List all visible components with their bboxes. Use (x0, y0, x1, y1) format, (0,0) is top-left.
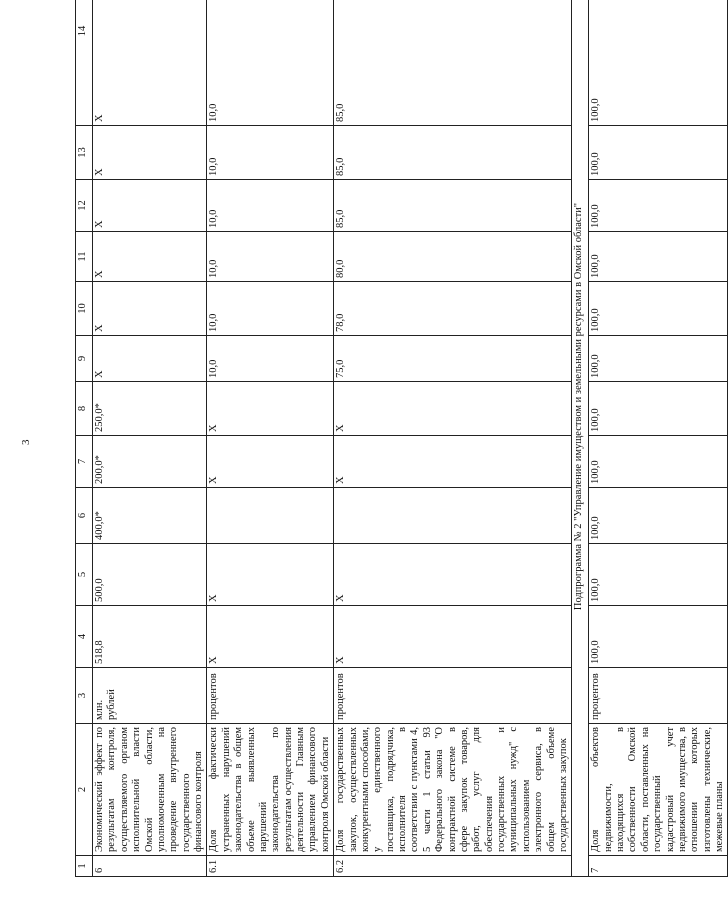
col-header: 4 (76, 606, 93, 668)
value-cell: X (93, 126, 207, 180)
value-cell: X (207, 544, 334, 606)
value-cell: 100,0 (589, 232, 728, 282)
row-number: 6.2 (334, 856, 572, 877)
col-header: 10 (76, 282, 93, 336)
col-header: 7 (76, 436, 93, 488)
value-cell: 80,0 (334, 232, 572, 282)
value-cell: X (93, 180, 207, 232)
rotated-table-container (75, 25, 725, 877)
value-cell: X (334, 436, 572, 488)
subprogram-title: Подпрограмма № 2 "Управление имуществом и земельными ресурсами в Омской области" (572, 0, 589, 877)
value-cell (207, 488, 334, 544)
value-cell: 100,0 (589, 126, 728, 180)
value-cell: X (334, 544, 572, 606)
value-cell: 100,0 (589, 0, 728, 126)
value-cell: 500,0 (93, 544, 207, 606)
value-cell: X (334, 382, 572, 436)
col-header: 12 (76, 180, 93, 232)
column-number-row (76, 0, 93, 877)
col-header: 13 (76, 126, 93, 180)
indicator-name: Доля государственных закупок, осуществленных конкурентными способами, у единственного поставщика, подрядчика, исполнителя в соответствии с пунктами 4, 5 части 1 статьи 93 Федерального закона "О контрактной системе в сфере закупок товаров, работ, услуг для обеспечения государственных и муниципальных нужд" с использованием электронного сервиса, в общем объеме государственных закупок (334, 724, 572, 856)
value-cell: 200,0* (93, 436, 207, 488)
value-cell: 75,0 (334, 336, 572, 382)
value-cell: X (207, 436, 334, 488)
value-cell: 10,0 (207, 282, 334, 336)
value-cell: 250,0* (93, 382, 207, 436)
value-cell: 100,0 (589, 282, 728, 336)
indicator-name: Доля объектов недвижимости, находящихся в собственности Омской области, поставленных на государственный кадастровый учет недвижимого имущества, в отношении которых изготовлены технические, межевые планы (589, 724, 728, 856)
value-cell: 10,0 (207, 126, 334, 180)
col-header: 14 (76, 0, 93, 126)
table-row (334, 0, 572, 877)
value-cell: X (93, 232, 207, 282)
col-header: 6 (76, 488, 93, 544)
value-cell: 100,0 (589, 606, 728, 668)
value-cell: X (207, 606, 334, 668)
value-cell: 85,0 (334, 0, 572, 126)
value-cell: 85,0 (334, 126, 572, 180)
col-header: 8 (76, 382, 93, 436)
value-cell: X (93, 0, 207, 126)
unit-cell: процентов (207, 668, 334, 724)
value-cell: 10,0 (207, 232, 334, 282)
table-row (93, 0, 207, 877)
col-header: 9 (76, 336, 93, 382)
value-cell: 518,8 (93, 606, 207, 668)
indicator-name: Доля фактически устраненных нарушений законодательства в общем объеме выявленных нарушений законодательства по результатам осуществления деятельности Главным управлением финансового контроля Омской области (207, 724, 334, 856)
indicator-name: Экономический эффект по результатам контроля, осуществляемого органом исполнительной власти Омской области, уполномоченным на проведение внутреннего государственного финансового контроля (93, 724, 207, 856)
value-cell: 10,0 (207, 0, 334, 126)
page-number: 3 (20, 439, 32, 445)
col-header: 2 (76, 724, 93, 856)
value-cell: 100,0 (589, 544, 728, 606)
value-cell: X (207, 382, 334, 436)
subprogram-row (572, 0, 589, 877)
value-cell: 100,0 (589, 180, 728, 232)
unit-cell: млн. рублей (93, 668, 207, 724)
value-cell: 400,0* (93, 488, 207, 544)
value-cell: 100,0 (589, 382, 728, 436)
value-cell: 78,0 (334, 282, 572, 336)
row-number: 7 (589, 856, 728, 877)
row-number: 6.1 (207, 856, 334, 877)
unit-cell: процентов (334, 668, 572, 724)
value-cell: X (93, 282, 207, 336)
col-header: 1 (76, 856, 93, 877)
value-cell (334, 488, 572, 544)
indicators-table (75, 0, 728, 877)
value-cell: 100,0 (589, 336, 728, 382)
col-header: 3 (76, 668, 93, 724)
col-header: 11 (76, 232, 93, 282)
table-row (589, 0, 728, 877)
col-header: 5 (76, 544, 93, 606)
unit-cell: процентов (589, 668, 728, 724)
value-cell: 100,0 (589, 488, 728, 544)
value-cell: 85,0 (334, 180, 572, 232)
value-cell: X (334, 606, 572, 668)
value-cell: 10,0 (207, 180, 334, 232)
value-cell: X (93, 336, 207, 382)
value-cell: 100,0 (589, 436, 728, 488)
value-cell: 10,0 (207, 336, 334, 382)
row-number: 6 (93, 856, 207, 877)
table-row (207, 0, 334, 877)
